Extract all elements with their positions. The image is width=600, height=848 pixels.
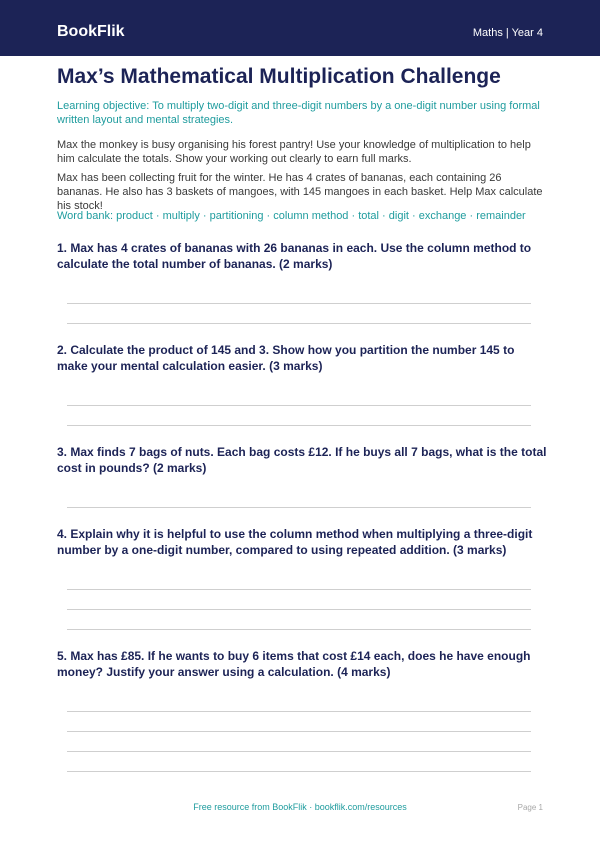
answer-line <box>67 751 531 752</box>
intro-paragraph: Max the monkey is busy organising his forest pantry! Use your knowledge of multiplication to help him calculate the totals. Show your working out clearly to earn full marks. <box>57 139 531 165</box>
answer-line <box>67 507 531 508</box>
answer-line <box>67 629 531 630</box>
answer-line <box>67 323 531 324</box>
page-number: Page 1 <box>517 803 543 812</box>
question-3: 3. Max finds 7 bags of nuts. Each bag costs £12. If he buys all 7 bags, what is the total cost in pounds? (2 marks) <box>57 445 547 475</box>
answer-line <box>67 425 531 426</box>
word-bank: Word bank: product · multiply · partitioning · column method · total · digit · exchange · remainder <box>57 210 526 222</box>
question-2: 2. Calculate the product of 145 and 3. Show how you partition the number 145 to make your mental calculation easier. (3 marks) <box>57 343 515 373</box>
story-paragraph: Max has been collecting fruit for the winter. He has 4 crates of bananas, each containing 26 bananas. He also has 3 baskets of mangoes, with 145 mangoes in each basket. Help Max calculate his stock! <box>57 172 543 212</box>
answer-line <box>67 711 531 712</box>
question-1: 1. Max has 4 crates of bananas with 26 bananas in each. Use the column method to calculate the total number of bananas. (2 marks) <box>57 241 532 271</box>
answer-line <box>67 405 531 406</box>
page-header <box>0 0 600 56</box>
footer-credit: Free resource from BookFlik · bookflik.com/resources <box>193 802 407 812</box>
answer-line <box>67 731 531 732</box>
question-5: 5. Max has £85. If he wants to buy 6 items that cost £14 each, does he have enough money? Justify your answer using a calculation. (4 marks) <box>57 649 531 679</box>
answer-line <box>67 303 531 304</box>
subject-year-label: Maths | Year 4 <box>472 27 543 39</box>
answer-line <box>67 609 531 610</box>
learning-objective: Learning objective: To multiply two-digit and three-digit numbers by a one-digit number using formal written layout and mental strategies. <box>57 100 540 126</box>
answer-line <box>67 771 531 772</box>
worksheet-title: Max’s Mathematical Multiplication Challenge <box>57 65 501 88</box>
answer-line <box>67 589 531 590</box>
question-4: 4. Explain why it is helpful to use the column method when multiplying a three-digit number by a one-digit number, compared to using repeated addition. (3 marks) <box>57 527 533 557</box>
brand-logo-text: BookFlik <box>57 23 125 40</box>
